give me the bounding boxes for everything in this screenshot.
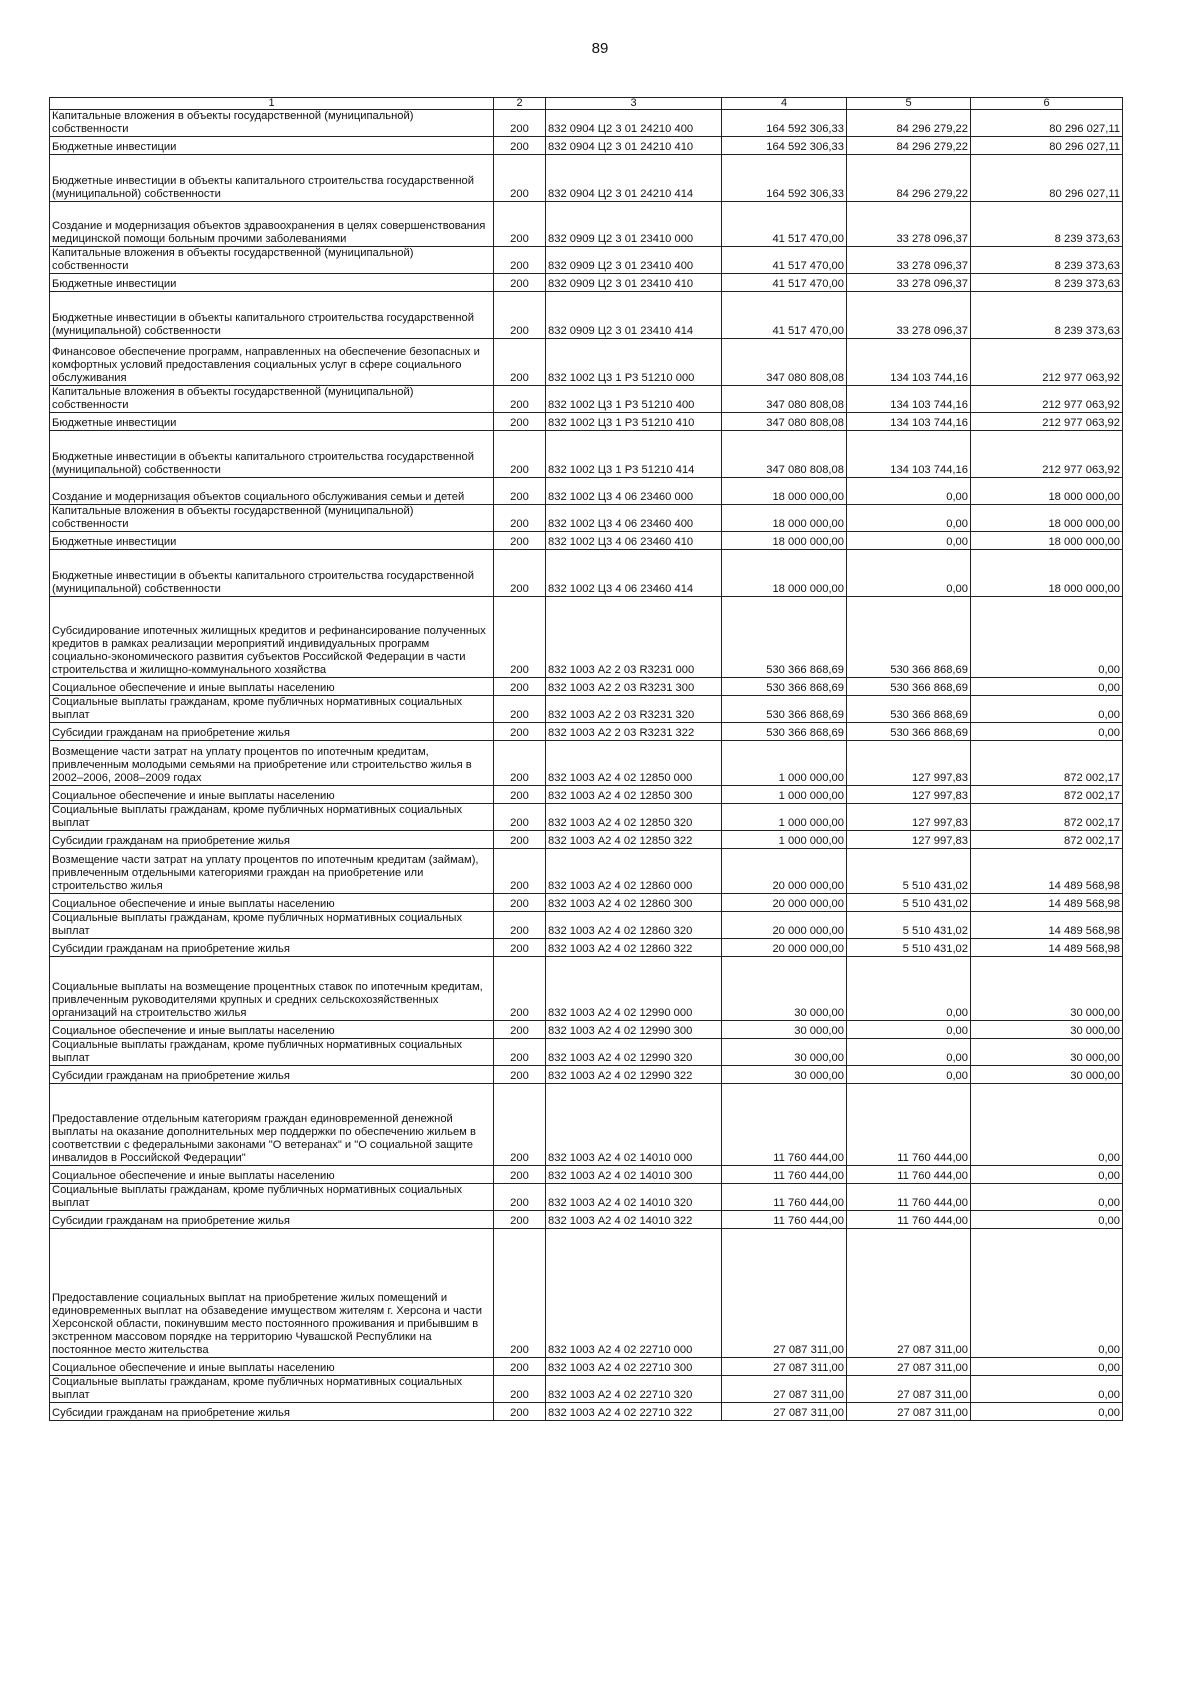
admin-code: 200 — [494, 894, 546, 912]
admin-code: 200 — [494, 202, 546, 247]
table-row — [50, 1166, 1123, 1184]
item-name: Бюджетные инвестиции в объекты капитального строительства государственной (муниципальной) собственности — [50, 292, 494, 339]
amount-executed: 0,00 — [847, 550, 971, 597]
amount-remaining: 212 977 063,92 — [971, 413, 1123, 431]
admin-code: 200 — [494, 1229, 546, 1358]
amount-remaining: 0,00 — [971, 696, 1123, 723]
budget-table — [49, 97, 1123, 1421]
amount-executed: 27 087 311,00 — [847, 1403, 971, 1421]
table-row — [50, 597, 1123, 678]
amount-approved: 27 087 311,00 — [722, 1376, 847, 1403]
amount-remaining: 0,00 — [971, 723, 1123, 741]
table-row — [50, 155, 1123, 202]
amount-approved: 18 000 000,00 — [722, 550, 847, 597]
item-name: Субсидии гражданам на приобретение жилья — [50, 1211, 494, 1229]
amount-executed: 27 087 311,00 — [847, 1376, 971, 1403]
amount-approved: 11 760 444,00 — [722, 1166, 847, 1184]
amount-executed: 530 366 868,69 — [847, 678, 971, 696]
column-header: 3 — [546, 98, 722, 110]
amount-executed: 134 103 744,16 — [847, 431, 971, 478]
table-row — [50, 505, 1123, 532]
item-name: Финансовое обеспечение программ, направленных на обеспечение безопасных и комфортных условий предоставления социальных услуг в сфере социального обслуживания — [50, 339, 494, 386]
budget-code: 832 1002 Ц3 1 Р3 51210 410 — [546, 413, 722, 431]
amount-approved: 1 000 000,00 — [722, 786, 847, 804]
amount-approved: 20 000 000,00 — [722, 939, 847, 957]
table-row — [50, 413, 1123, 431]
amount-approved: 20 000 000,00 — [722, 894, 847, 912]
amount-executed: 0,00 — [847, 957, 971, 1021]
table-row — [50, 804, 1123, 831]
amount-remaining: 18 000 000,00 — [971, 550, 1123, 597]
amount-remaining: 0,00 — [971, 597, 1123, 678]
amount-approved: 18 000 000,00 — [722, 532, 847, 550]
item-name: Социальное обеспечение и иные выплаты населению — [50, 894, 494, 912]
amount-executed: 11 760 444,00 — [847, 1211, 971, 1229]
admin-code: 200 — [494, 1358, 546, 1376]
amount-remaining: 8 239 373,63 — [971, 202, 1123, 247]
amount-approved: 530 366 868,69 — [722, 696, 847, 723]
item-name: Предоставление отдельным категориям граждан единовременной денежной выплаты на оказание дополнительных мер поддержки по обеспечению жильем в соответствии с федеральными законами "О ветеранах" и "О социальной защите инвалидов в Российской Федерации" — [50, 1084, 494, 1166]
amount-remaining: 30 000,00 — [971, 957, 1123, 1021]
item-name: Социальные выплаты гражданам, кроме публичных нормативных социальных выплат — [50, 1376, 494, 1403]
item-name: Предоставление социальных выплат на приобретение жилых помещений и единовременных выплат на обзаведение имуществом жителям г. Херсона и части Херсонской области, покинувшим место постоянного проживания и прибывшим в экстренном массовом порядке на территорию Чувашской Республики на постоянное место жительства — [50, 1229, 494, 1358]
budget-code: 832 1003 А2 4 02 22710 322 — [546, 1403, 722, 1421]
admin-code: 200 — [494, 292, 546, 339]
item-name: Создание и модернизация объектов социального обслуживания семьи и детей — [50, 478, 494, 505]
amount-remaining: 212 977 063,92 — [971, 339, 1123, 386]
admin-code: 200 — [494, 155, 546, 202]
budget-code: 832 1003 А2 4 02 14010 322 — [546, 1211, 722, 1229]
amount-executed: 27 087 311,00 — [847, 1358, 971, 1376]
budget-code: 832 1003 А2 2 03 R3231 320 — [546, 696, 722, 723]
item-name: Бюджетные инвестиции — [50, 274, 494, 292]
table-row — [50, 386, 1123, 413]
table-row — [50, 137, 1123, 155]
amount-approved: 27 087 311,00 — [722, 1403, 847, 1421]
amount-remaining: 30 000,00 — [971, 1039, 1123, 1066]
amount-executed: 5 510 431,02 — [847, 939, 971, 957]
amount-approved: 347 080 808,08 — [722, 339, 847, 386]
item-name: Субсидирование ипотечных жилищных кредитов и рефинансирование полученных кредитов в рамках реализации мероприятий индивидуальных программ социально-экономического развития субъектов Российской Федерации в части строительства и жилищно-коммунального хозяйства — [50, 597, 494, 678]
amount-approved: 41 517 470,00 — [722, 202, 847, 247]
budget-code: 832 1003 А2 4 02 22710 320 — [546, 1376, 722, 1403]
table-row — [50, 912, 1123, 939]
amount-approved: 20 000 000,00 — [722, 849, 847, 894]
amount-executed: 134 103 744,16 — [847, 386, 971, 413]
amount-approved: 11 760 444,00 — [722, 1084, 847, 1166]
table-row — [50, 1376, 1123, 1403]
amount-executed: 0,00 — [847, 505, 971, 532]
amount-executed: 0,00 — [847, 1039, 971, 1066]
amount-remaining: 18 000 000,00 — [971, 478, 1123, 505]
admin-code: 200 — [494, 1166, 546, 1184]
item-name: Создание и модернизация объектов здравоохранения в целях совершенствования медицинской помощи больным прочими заболеваниями — [50, 202, 494, 247]
amount-approved: 347 080 808,08 — [722, 413, 847, 431]
admin-code: 200 — [494, 532, 546, 550]
table-row — [50, 478, 1123, 505]
admin-code: 200 — [494, 505, 546, 532]
amount-executed: 5 510 431,02 — [847, 849, 971, 894]
budget-code: 832 1003 А2 4 02 12860 320 — [546, 912, 722, 939]
amount-remaining: 0,00 — [971, 1229, 1123, 1358]
amount-remaining: 8 239 373,63 — [971, 274, 1123, 292]
item-name: Бюджетные инвестиции в объекты капитального строительства государственной (муниципальной) собственности — [50, 550, 494, 597]
admin-code: 200 — [494, 110, 546, 137]
amount-approved: 30 000,00 — [722, 1021, 847, 1039]
budget-code: 832 1003 А2 4 02 14010 300 — [546, 1166, 722, 1184]
item-name: Капитальные вложения в объекты государственной (муниципальной) собственности — [50, 505, 494, 532]
column-header: 6 — [971, 98, 1123, 110]
table-row — [50, 339, 1123, 386]
budget-code: 832 1003 А2 4 02 12850 322 — [546, 831, 722, 849]
budget-code: 832 0909 Ц2 3 01 23410 000 — [546, 202, 722, 247]
amount-remaining: 0,00 — [971, 678, 1123, 696]
item-name: Возмещение части затрат на уплату процентов по ипотечным кредитам (займам), привлеченным отдельными категориями граждан на приобретение или строительство жилья — [50, 849, 494, 894]
admin-code: 200 — [494, 723, 546, 741]
admin-code: 200 — [494, 413, 546, 431]
admin-code: 200 — [494, 431, 546, 478]
admin-code: 200 — [494, 274, 546, 292]
amount-remaining: 872 002,17 — [971, 741, 1123, 786]
amount-remaining: 0,00 — [971, 1084, 1123, 1166]
table-row — [50, 1184, 1123, 1211]
budget-code: 832 1003 А2 4 02 12850 000 — [546, 741, 722, 786]
amount-executed: 127 997,83 — [847, 804, 971, 831]
amount-approved: 18 000 000,00 — [722, 478, 847, 505]
amount-executed: 0,00 — [847, 478, 971, 505]
table-row — [50, 786, 1123, 804]
column-header: 1 — [50, 98, 494, 110]
column-number-row — [50, 98, 1123, 110]
amount-remaining: 0,00 — [971, 1211, 1123, 1229]
item-name: Социальные выплаты гражданам, кроме публичных нормативных социальных выплат — [50, 912, 494, 939]
admin-code: 200 — [494, 1376, 546, 1403]
budget-code: 832 1003 А2 4 02 12850 320 — [546, 804, 722, 831]
admin-code: 200 — [494, 339, 546, 386]
admin-code: 200 — [494, 1184, 546, 1211]
amount-approved: 347 080 808,08 — [722, 386, 847, 413]
amount-executed: 33 278 096,37 — [847, 247, 971, 274]
amount-approved: 11 760 444,00 — [722, 1211, 847, 1229]
amount-executed: 127 997,83 — [847, 831, 971, 849]
budget-code: 832 1003 А2 4 02 12990 320 — [546, 1039, 722, 1066]
budget-code: 832 1003 А2 4 02 22710 000 — [546, 1229, 722, 1358]
budget-code: 832 0909 Ц2 3 01 23410 410 — [546, 274, 722, 292]
amount-approved: 1 000 000,00 — [722, 804, 847, 831]
item-name: Субсидии гражданам на приобретение жилья — [50, 723, 494, 741]
budget-code: 832 0904 Ц2 3 01 24210 400 — [546, 110, 722, 137]
amount-approved: 30 000,00 — [722, 957, 847, 1021]
amount-approved: 30 000,00 — [722, 1066, 847, 1084]
table-row — [50, 292, 1123, 339]
amount-remaining: 0,00 — [971, 1403, 1123, 1421]
admin-code: 200 — [494, 137, 546, 155]
item-name: Капитальные вложения в объекты государственной (муниципальной) собственности — [50, 386, 494, 413]
table-row — [50, 1229, 1123, 1358]
admin-code: 200 — [494, 597, 546, 678]
amount-approved: 164 592 306,33 — [722, 110, 847, 137]
item-name: Социальное обеспечение и иные выплаты населению — [50, 1166, 494, 1184]
budget-code: 832 1003 А2 4 02 12990 300 — [546, 1021, 722, 1039]
amount-executed: 530 366 868,69 — [847, 723, 971, 741]
amount-remaining: 80 296 027,11 — [971, 137, 1123, 155]
item-name: Социальное обеспечение и иные выплаты населению — [50, 786, 494, 804]
admin-code: 200 — [494, 831, 546, 849]
admin-code: 200 — [494, 786, 546, 804]
budget-code: 832 1002 Ц3 1 Р3 51210 400 — [546, 386, 722, 413]
budget-code: 832 1003 А2 4 02 12990 000 — [546, 957, 722, 1021]
budget-code: 832 1002 Ц3 4 06 23460 410 — [546, 532, 722, 550]
amount-approved: 41 517 470,00 — [722, 292, 847, 339]
admin-code: 200 — [494, 386, 546, 413]
table-row — [50, 1084, 1123, 1166]
budget-code: 832 1003 А2 4 02 12860 300 — [546, 894, 722, 912]
admin-code: 200 — [494, 478, 546, 505]
budget-code: 832 1002 Ц3 1 Р3 51210 414 — [546, 431, 722, 478]
budget-code: 832 1003 А2 4 02 14010 320 — [546, 1184, 722, 1211]
table-row — [50, 894, 1123, 912]
amount-approved: 164 592 306,33 — [722, 155, 847, 202]
item-name: Бюджетные инвестиции в объекты капитального строительства государственной (муниципальной) собственности — [50, 155, 494, 202]
table-row — [50, 678, 1123, 696]
budget-code: 832 0904 Ц2 3 01 24210 410 — [546, 137, 722, 155]
item-name: Социальное обеспечение и иные выплаты населению — [50, 1021, 494, 1039]
budget-code: 832 1003 А2 4 02 14010 000 — [546, 1084, 722, 1166]
admin-code: 200 — [494, 550, 546, 597]
amount-executed: 27 087 311,00 — [847, 1229, 971, 1358]
amount-remaining: 14 489 568,98 — [971, 849, 1123, 894]
amount-approved: 41 517 470,00 — [722, 274, 847, 292]
table-row — [50, 1021, 1123, 1039]
amount-remaining: 212 977 063,92 — [971, 386, 1123, 413]
amount-remaining: 8 239 373,63 — [971, 292, 1123, 339]
table-row — [50, 1403, 1123, 1421]
budget-code: 832 1002 Ц3 4 06 23460 414 — [546, 550, 722, 597]
admin-code: 200 — [494, 1084, 546, 1166]
admin-code: 200 — [494, 939, 546, 957]
amount-executed: 530 366 868,69 — [847, 597, 971, 678]
admin-code: 200 — [494, 1039, 546, 1066]
amount-executed: 33 278 096,37 — [847, 202, 971, 247]
amount-remaining: 14 489 568,98 — [971, 912, 1123, 939]
table-row — [50, 831, 1123, 849]
amount-remaining: 18 000 000,00 — [971, 505, 1123, 532]
amount-executed: 127 997,83 — [847, 741, 971, 786]
budget-code: 832 0904 Ц2 3 01 24210 414 — [546, 155, 722, 202]
amount-approved: 347 080 808,08 — [722, 431, 847, 478]
amount-executed: 127 997,83 — [847, 786, 971, 804]
amount-executed: 0,00 — [847, 1066, 971, 1084]
budget-code: 832 1003 А2 2 03 R3231 300 — [546, 678, 722, 696]
amount-remaining: 80 296 027,11 — [971, 110, 1123, 137]
column-header: 4 — [722, 98, 847, 110]
admin-code: 200 — [494, 849, 546, 894]
item-name: Социальное обеспечение и иные выплаты населению — [50, 678, 494, 696]
amount-approved: 41 517 470,00 — [722, 247, 847, 274]
amount-approved: 20 000 000,00 — [722, 912, 847, 939]
budget-code: 832 1002 Ц3 4 06 23460 000 — [546, 478, 722, 505]
item-name: Капитальные вложения в объекты государственной (муниципальной) собственности — [50, 110, 494, 137]
amount-remaining: 14 489 568,98 — [971, 939, 1123, 957]
amount-remaining: 0,00 — [971, 1376, 1123, 1403]
item-name: Бюджетные инвестиции — [50, 137, 494, 155]
amount-approved: 164 592 306,33 — [722, 137, 847, 155]
item-name: Социальные выплаты на возмещение процентных ставок по ипотечным кредитам, привлеченным руководителями крупных и средних сельскохозяйственных организаций на строительство жилья — [50, 957, 494, 1021]
budget-code: 832 1002 Ц3 4 06 23460 400 — [546, 505, 722, 532]
amount-executed: 33 278 096,37 — [847, 292, 971, 339]
budget-code: 832 1003 А2 4 02 12860 322 — [546, 939, 722, 957]
item-name: Бюджетные инвестиции — [50, 413, 494, 431]
table-row — [50, 939, 1123, 957]
amount-approved: 27 087 311,00 — [722, 1358, 847, 1376]
table-row — [50, 723, 1123, 741]
table-row — [50, 1358, 1123, 1376]
amount-remaining: 80 296 027,11 — [971, 155, 1123, 202]
budget-code: 832 1003 А2 4 02 12850 300 — [546, 786, 722, 804]
item-name: Субсидии гражданам на приобретение жилья — [50, 1066, 494, 1084]
amount-executed: 11 760 444,00 — [847, 1084, 971, 1166]
admin-code: 200 — [494, 1403, 546, 1421]
amount-executed: 11 760 444,00 — [847, 1166, 971, 1184]
admin-code: 200 — [494, 247, 546, 274]
amount-approved: 27 087 311,00 — [722, 1229, 847, 1358]
amount-remaining: 872 002,17 — [971, 804, 1123, 831]
amount-remaining: 872 002,17 — [971, 786, 1123, 804]
admin-code: 200 — [494, 912, 546, 939]
amount-approved: 1 000 000,00 — [722, 831, 847, 849]
item-name: Субсидии гражданам на приобретение жилья — [50, 939, 494, 957]
budget-code: 832 1002 Ц3 1 Р3 51210 000 — [546, 339, 722, 386]
amount-remaining: 30 000,00 — [971, 1021, 1123, 1039]
item-name: Социальное обеспечение и иные выплаты населению — [50, 1358, 494, 1376]
amount-remaining: 0,00 — [971, 1358, 1123, 1376]
admin-code: 200 — [494, 741, 546, 786]
amount-approved: 530 366 868,69 — [722, 678, 847, 696]
table-row — [50, 431, 1123, 478]
admin-code: 200 — [494, 696, 546, 723]
budget-code: 832 1003 А2 4 02 12860 000 — [546, 849, 722, 894]
amount-remaining: 872 002,17 — [971, 831, 1123, 849]
table-row — [50, 274, 1123, 292]
amount-executed: 134 103 744,16 — [847, 413, 971, 431]
item-name: Социальные выплаты гражданам, кроме публичных нормативных социальных выплат — [50, 1184, 494, 1211]
table-row — [50, 247, 1123, 274]
amount-remaining: 30 000,00 — [971, 1066, 1123, 1084]
amount-executed: 84 296 279,22 — [847, 155, 971, 202]
item-name: Социальные выплаты гражданам, кроме публичных нормативных социальных выплат — [50, 696, 494, 723]
table-row — [50, 110, 1123, 137]
amount-remaining: 14 489 568,98 — [971, 894, 1123, 912]
table-row — [50, 202, 1123, 247]
amount-approved: 530 366 868,69 — [722, 597, 847, 678]
table-row — [50, 957, 1123, 1021]
table-row — [50, 849, 1123, 894]
amount-executed: 33 278 096,37 — [847, 274, 971, 292]
amount-approved: 1 000 000,00 — [722, 741, 847, 786]
admin-code: 200 — [494, 957, 546, 1021]
table-row — [50, 550, 1123, 597]
amount-approved: 11 760 444,00 — [722, 1184, 847, 1211]
amount-executed: 11 760 444,00 — [847, 1184, 971, 1211]
amount-executed: 5 510 431,02 — [847, 912, 971, 939]
item-name: Социальные выплаты гражданам, кроме публичных нормативных социальных выплат — [50, 804, 494, 831]
item-name: Субсидии гражданам на приобретение жилья — [50, 831, 494, 849]
item-name: Субсидии гражданам на приобретение жилья — [50, 1403, 494, 1421]
amount-approved: 530 366 868,69 — [722, 723, 847, 741]
budget-code: 832 1003 А2 4 02 22710 300 — [546, 1358, 722, 1376]
table-row — [50, 1066, 1123, 1084]
amount-executed: 530 366 868,69 — [847, 696, 971, 723]
item-name: Социальные выплаты гражданам, кроме публичных нормативных социальных выплат — [50, 1039, 494, 1066]
amount-remaining: 18 000 000,00 — [971, 532, 1123, 550]
admin-code: 200 — [494, 678, 546, 696]
page-number: 89 — [591, 40, 609, 57]
amount-executed: 84 296 279,22 — [847, 137, 971, 155]
budget-code: 832 1003 А2 4 02 12990 322 — [546, 1066, 722, 1084]
amount-executed: 5 510 431,02 — [847, 894, 971, 912]
admin-code: 200 — [494, 1021, 546, 1039]
item-name: Бюджетные инвестиции — [50, 532, 494, 550]
table-body — [50, 98, 1123, 1421]
table-row — [50, 532, 1123, 550]
budget-code: 832 1003 А2 2 03 R3231 000 — [546, 597, 722, 678]
admin-code: 200 — [494, 1211, 546, 1229]
budget-code: 832 1003 А2 2 03 R3231 322 — [546, 723, 722, 741]
table-row — [50, 1039, 1123, 1066]
amount-executed: 0,00 — [847, 1021, 971, 1039]
amount-remaining: 0,00 — [971, 1166, 1123, 1184]
table-row — [50, 741, 1123, 786]
table-row — [50, 1211, 1123, 1229]
item-name: Капитальные вложения в объекты государственной (муниципальной) собственности — [50, 247, 494, 274]
amount-remaining: 212 977 063,92 — [971, 431, 1123, 478]
budget-code: 832 0909 Ц2 3 01 23410 400 — [546, 247, 722, 274]
admin-code: 200 — [494, 1066, 546, 1084]
amount-remaining: 8 239 373,63 — [971, 247, 1123, 274]
column-header: 2 — [494, 98, 546, 110]
amount-approved: 30 000,00 — [722, 1039, 847, 1066]
amount-approved: 18 000 000,00 — [722, 505, 847, 532]
item-name: Бюджетные инвестиции в объекты капитального строительства государственной (муниципальной) собственности — [50, 431, 494, 478]
amount-executed: 134 103 744,16 — [847, 339, 971, 386]
budget-code: 832 0909 Ц2 3 01 23410 414 — [546, 292, 722, 339]
amount-executed: 84 296 279,22 — [847, 110, 971, 137]
admin-code: 200 — [494, 804, 546, 831]
column-header: 5 — [847, 98, 971, 110]
amount-remaining: 0,00 — [971, 1184, 1123, 1211]
item-name: Возмещение части затрат на уплату процентов по ипотечным кредитам, привлеченным молодыми семьями на приобретение или строительство жилья в 2002–2006, 2008–2009 годах — [50, 741, 494, 786]
amount-executed: 0,00 — [847, 532, 971, 550]
table-row — [50, 696, 1123, 723]
